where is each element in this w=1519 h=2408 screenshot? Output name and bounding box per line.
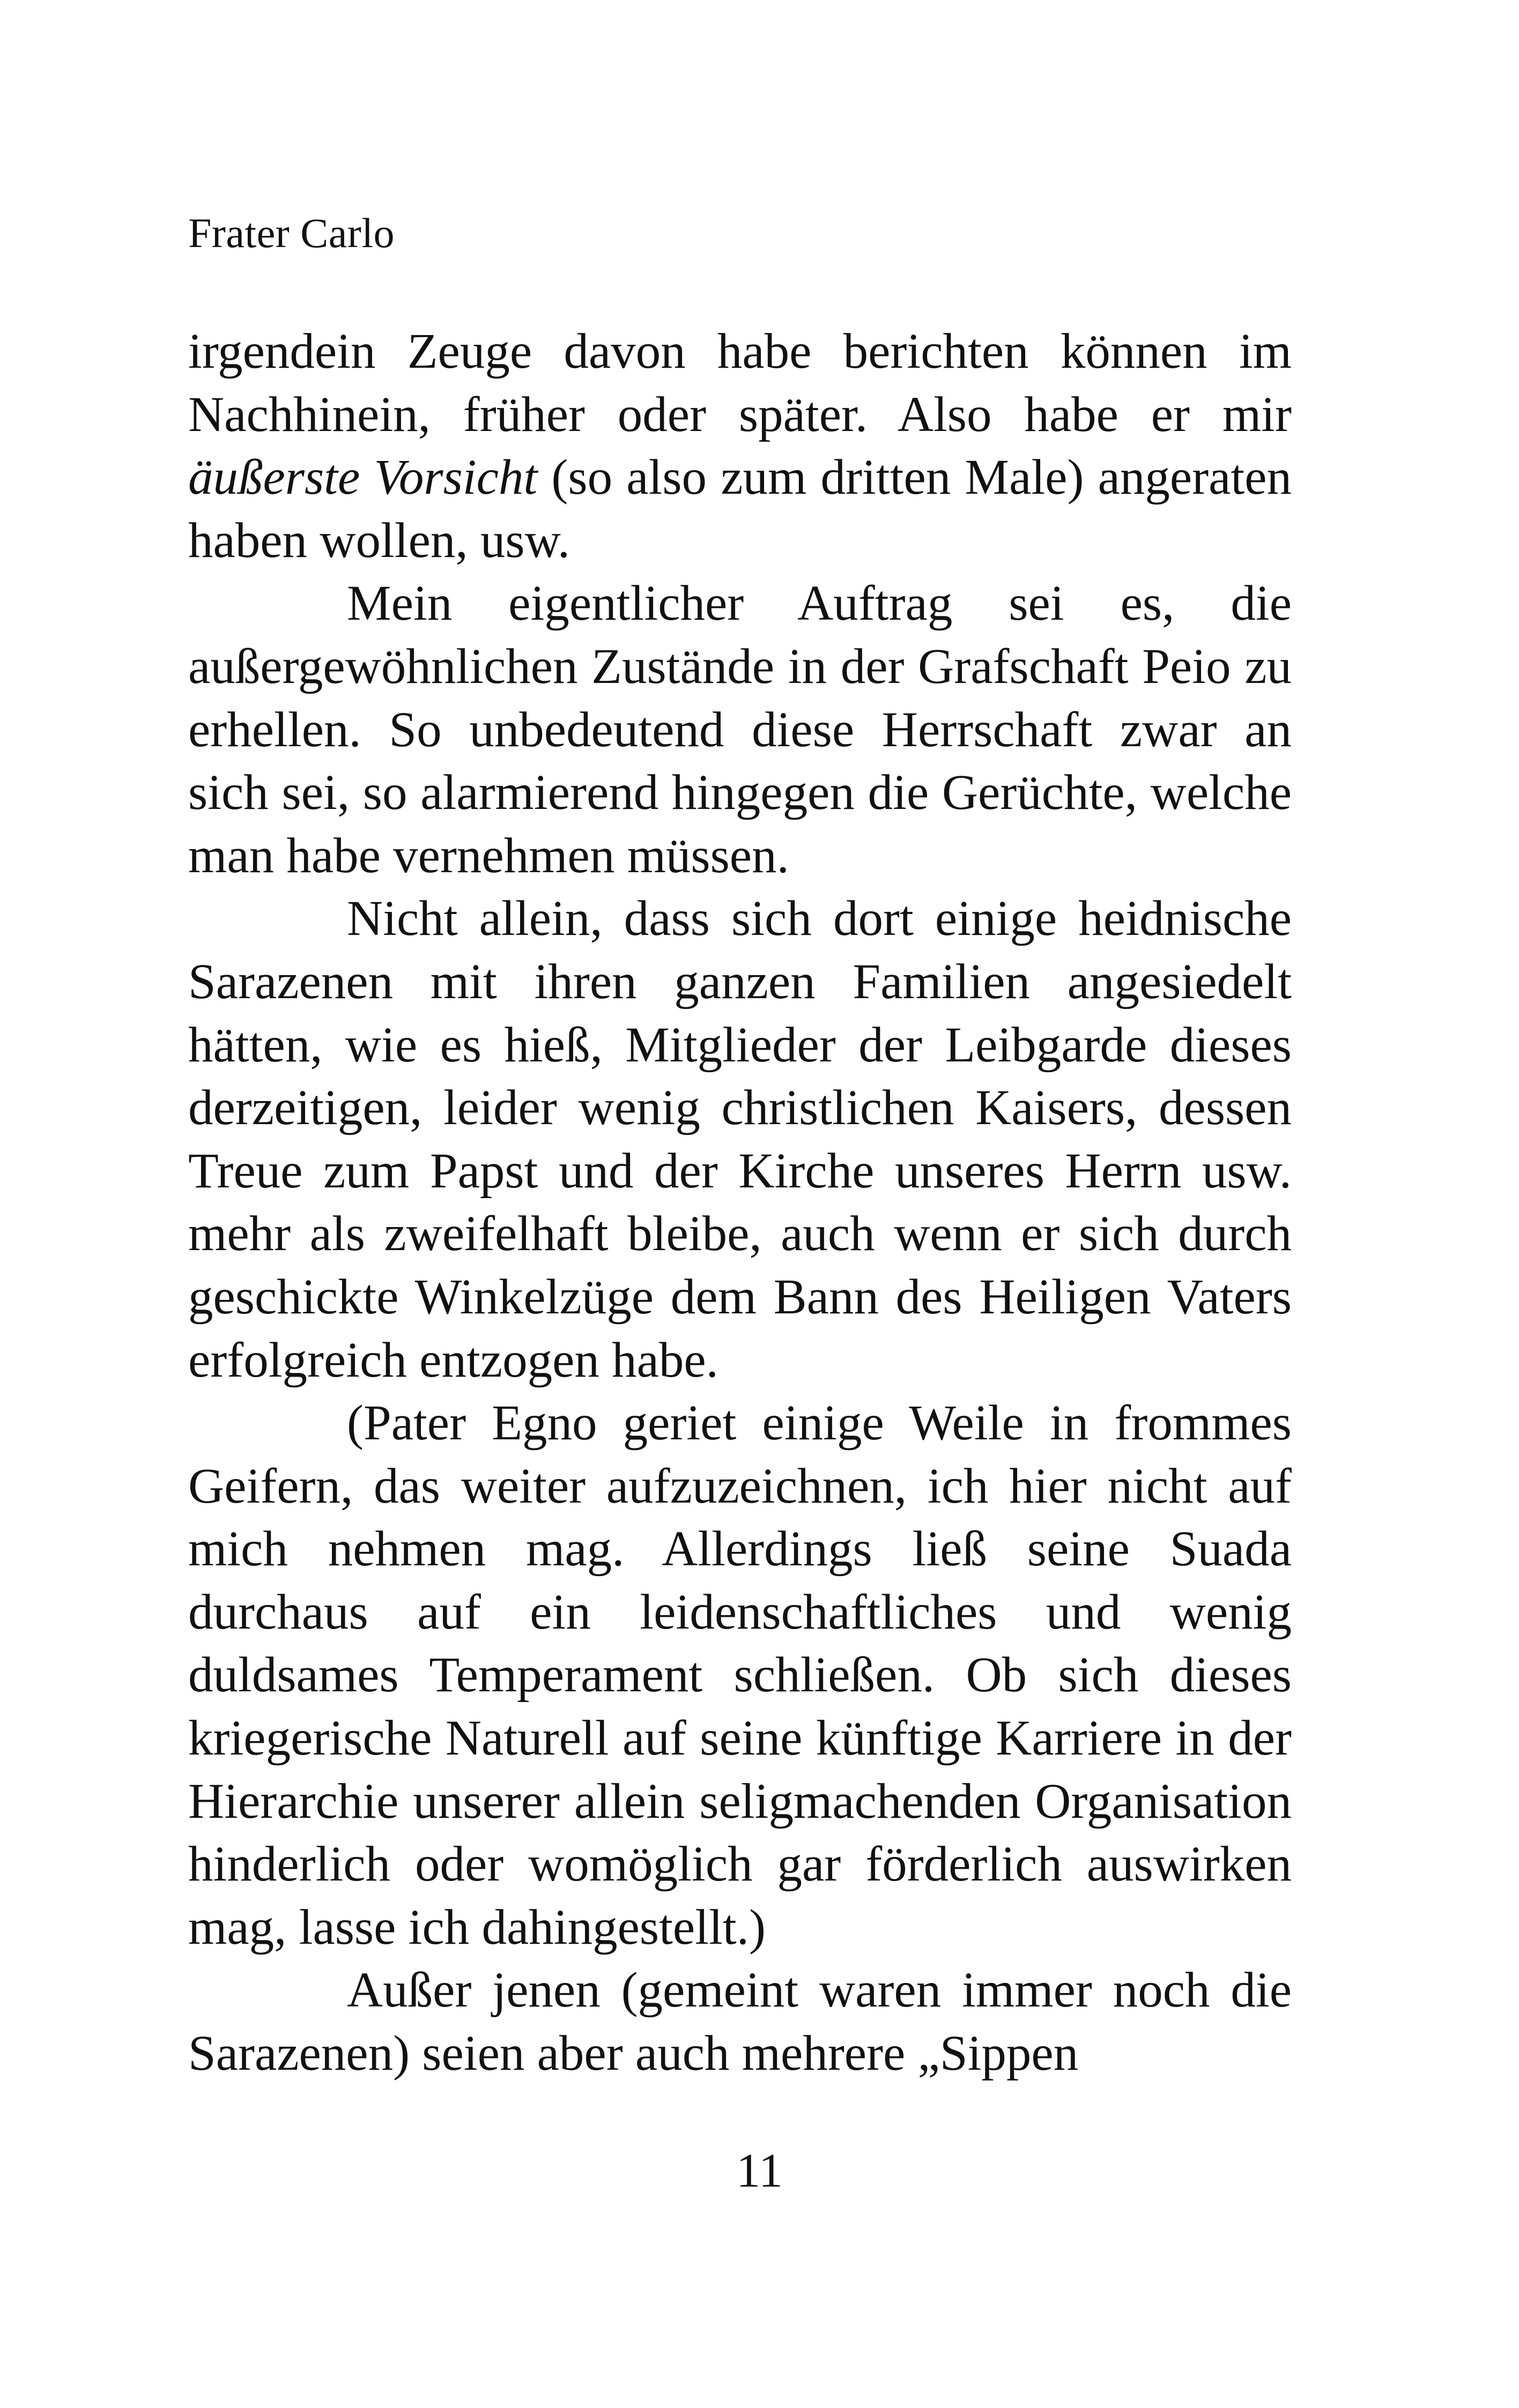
running-head: Frater Carlo xyxy=(188,210,395,256)
paragraph-5: Außer jenen (gemeint waren immer noch die Sarazenen) seien aber auch mehrere „Sippen xyxy=(188,1963,1292,2082)
paragraph-3: Nicht allein, dass sich dort einige heidnische Sarazenen mit ihren ganzen Familien angesiedelt hätten, wie es hieß, Mitglieder der Leibgarde dieses derzeitigen, leider wenig christlichen Kaisers, dessen Treue zum Papst und der Kirche unseres Herrn usw. mehr als zweifelhaft bleibe, auch wenn er sich durch geschickte Winkelzüge dem Bann des Heiligen Vaters erfolgreich entzogen habe. xyxy=(188,891,1292,1388)
paragraph-1-text-start: irgendein Zeuge davon habe berichten können im Nachhinein, früher oder später. Also habe er mir xyxy=(188,324,1292,442)
paragraph-1-text-end: (so also zum dritten Male) angeraten haben wollen, usw. xyxy=(188,450,1292,568)
paragraph-1 xyxy=(188,320,1292,572)
emphasized-phrase: äußerste Vorsicht xyxy=(188,450,538,506)
paragraph-4: (Pater Egno geriet einige Weile in frommes Geifern, das weiter aufzuzeichnen, ich hier nicht auf mich nehmen mag. Allerdings ließ seine Suada durchaus auf ein leidenschaftliches und wenig duldsames Temperament schließen. Ob sich dieses kriegerische Naturell auf seine künftige Karriere in der Hierarchie unserer allein seligmachenden Organisation hinderlich oder womöglich gar förderlich auswirken mag, lasse ich dahingestellt.) xyxy=(188,1395,1292,1955)
page-number: 11 xyxy=(736,2144,783,2197)
paragraph-2: Mein eigentlicher Auftrag sei es, die außergewöhnlichen Zustände in der Grafschaft Peio zu erhellen. So unbedeutend diese Herrschaft zwar an sich sei, so alarmierend hingegen die Gerüchte, welche man habe vernehmen müssen. xyxy=(188,576,1292,883)
body-text xyxy=(188,320,1292,2085)
